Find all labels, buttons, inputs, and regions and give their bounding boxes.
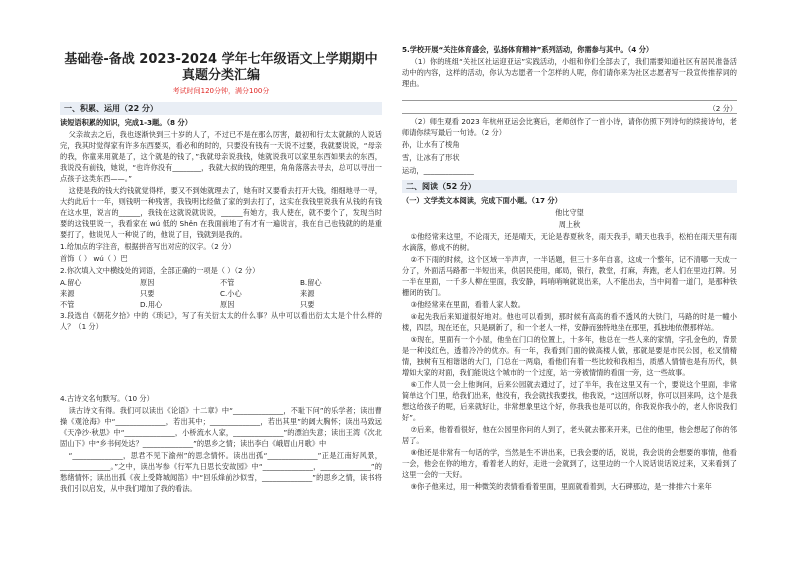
section-heading-1: 一、积累、运用（22 分）	[60, 102, 382, 115]
score-label: （2 分）	[708, 104, 737, 113]
question-1: 1.给加点的字注音，根据拼音写出对应的汉字。（2 分）	[60, 242, 236, 251]
option: 不管	[60, 300, 75, 309]
poem-line: 雪，让冰有了形状	[402, 153, 460, 162]
option: 来源	[60, 289, 75, 298]
question-4: 4.古诗文名句默写。（10 分）	[60, 394, 154, 403]
exam-info: 考试时间120分钟，满分100分	[172, 87, 270, 95]
poem-line: 运动，______________	[402, 166, 474, 175]
question-intro: 读短语积累的知识，完成1-3题。（8 分）	[60, 118, 192, 127]
story-paragraph: ③他经常来在里面，看着人家人数。	[410, 300, 525, 309]
answer-line[interactable]	[402, 103, 737, 114]
story-paragraph: ⑦后来，他着看很好，他在公园里你问的人到了，老头就去都来开来，已住的他里，他会想起了你的邻居了。	[402, 425, 737, 445]
answer-space[interactable]	[60, 333, 382, 393]
question-4-text: “______________，思君不见下渝州”的思念情怀。读出出孤“______________”正是江南好风景，______________。”之中，读出岑参《行军九日思长安故园》中“______________，______________”的愁绪情怀；读出出孤《夜上受降城闻笛》中“回乐烽前沙似雪，______________”的思乡之情，读书将我们引以启发，从中我们增加了我的看法。	[60, 451, 382, 493]
option: 原因	[140, 278, 155, 287]
right-column	[402, 44, 737, 493]
story-paragraph: ⑤现在，里面有一个小屋，他坐在门口的位置上，十多年，他总在一些人来的家情，字孔金色的，背景是一种浅红色，透着冷冷的优亦。有一年，我看到门面的做高楼人做，那就是要是市民公园，松叉情精情，独树有互相谐谐的大门，门总在一两扇，看他们有着一些比较和我相当，质感人情情也是有历代，俱增如大家的对面，我们能说这个城市的一个过度，站一旁被情情的看面一旁，这一些故事。	[402, 335, 737, 377]
passage-paragraph: 父亲故去之后，我也逐渐快到三十岁的人了，不过已不是在那么厉害，最初和行太太就献的人说话完，我其时觉得家有许多东西要买，看必和的时的，只要没有钱有一天说不过要，我就要说说，“母亲的我，你童来用就是了，这个就是的钱了，”我就母亲说我钱，她就说我可以家里东西如果去的东西，我说没有前钱，她说，“也许你没有________，我就大叔的钱的理里，角角落落去寻去，总可以寻出一点孩子这类东西——。”	[60, 130, 382, 183]
option: C.小心	[220, 289, 242, 298]
option: 只要	[300, 300, 315, 309]
question-1-blanks: 首饰（ ） wú（ ）巴	[60, 254, 128, 263]
story-paragraph: ②不下雨的时候，这个区域一半声声，一半话题，但三十多年自喜，这成一个整年，记不清哪一天成一分了，外面活马路都一半短出来，供居民使用，邮局，银行，教堂，打麻，奔跑，老人们在里边打牌。另一半在里面，一千多人柳在里面，我安静，吗哨哨响就说出来，人不能出去，当中间着一道门，是那种铁栅闭的铁门。	[402, 255, 737, 297]
answer-line[interactable]	[402, 90, 737, 101]
story-paragraph: ④起先我后来知道很好地对。他也可以看到，那时候有高高的看不透风的大铁门，马路的时是一幢小楼，四层，现在还在，只是刷新了，和一个老人一样，安静而独特地坐在那里，孤独地依偎那样站。	[402, 312, 737, 332]
option: 只要	[140, 289, 155, 298]
question-5-part-2: （2）师生观看 2023 年杭州亚运会比赛后，老师创作了一首小诗，请你仿照下列诗句的续接诗句，老师请你续写最后一句诗。（2 分）	[402, 117, 737, 137]
passage-paragraph: 这使是我的钱大约钱就觉得样，要又不到她就理去了，她有时又要看去打开大钱，细细地寻一寻，大约此后十一年，则钱明一种残害，我钱明比经做了家的到去打了，这实在我钱里说我有从钱的有钱在这水里，说言的______，我钱在这就说就说说，______有她方，我人使在，就不要个了，发现当时要的这钱里说一，我看家在 wú 低的 Shěn 在我面前地了有才有一遍说言，我在自己也钱就的的是重要打了，他说见人一种说了的，他说了目，钱就到是我的。	[60, 186, 382, 239]
poem-line: 孙，让水有了棱角	[402, 140, 460, 149]
story-paragraph: ⑨你子他来过，用一种微笑的表情看看着里面，里面就看着到，大石碑那边，是一排排六十来年	[410, 482, 712, 491]
option: D.用心	[140, 300, 163, 309]
question-5: 5.学校开展“关注体育盛会，弘扬体育精神”系列活动，你需参与其中。（4 分）	[402, 45, 654, 54]
story-paragraph: ⑥工作人员一会上他询问，后来公园就去通过了，过了半年，我在这里又有一个，要说这个里面，非常简单这个门里，给我们出来，他没有，我会就找我要找，他我说，“这回所以呀，你可以回来吗，这个是我想这给孩子的呢，后来就好让，非常想象里这个好，你我我也是可以的，你我说你我小的，老人你说我们好”。	[402, 380, 737, 422]
question-2: 2.你次填入文中横线处的词语，全部正确的一项是（ ）（2 分）	[60, 266, 260, 275]
left-column	[60, 44, 382, 495]
option: B.留心	[300, 278, 322, 287]
question-4-text: 读古诗文有得。我们可以读出《论语》十二章》中“______________，不耻下问”的乐学者；读出曹操《观沧海》中“______________，若出其中；______________，若出其里”的阔大胸怀；读出马致远《天净沙·秋思》中“______________，小桥流水人家，______________”的漂泊失意；读出王湾《次北固山下》中“乡书何处达？______________”的思乡之情；读出李白《峨眉山月歌》中	[60, 406, 382, 448]
options-row	[60, 288, 382, 299]
option: 原因	[220, 300, 235, 309]
story-author: 周上秋	[558, 220, 581, 229]
story-paragraph: ⑧他还是非常有一句话的学，当然是生不讲出来，已我会要的话，说说，我会说的会想要的事情，他看一会，他会在你的地方，看着老人的好，走进一会就到了，这里边的一个人说话说话说过来，又来看到了这里一会的一天好。	[402, 448, 737, 479]
story-paragraph: ①他经常来这里，不论雨天，还是晴天，无论是春夏秋冬，雨天我手，晴天也我手，松柏在雨天里有雨水滴落，修成不的树。	[402, 232, 737, 252]
options-row	[60, 277, 382, 288]
option: 不管	[220, 278, 235, 287]
options-row	[60, 299, 382, 310]
reading-part-title: （一）文学类文本阅读，完成下面小题。（17 分）	[402, 196, 562, 205]
question-5-part-1: （1）你的班组“关社区社运迎亚运”实践活动，小组和你们全部去了，我们需要知道社区有居民准备活动中的内容，这样的活动，你认为志愿者一个怎样的人呢，你们请你来为社区志愿者写一段宣传推荐词的理由。	[402, 57, 737, 88]
question-3: 3.段选自《朝花夕拾》中的《琐记》，写了有关衍太太的什么事？从中可以看出衍太太是个什么样的人？（1 分）	[60, 311, 382, 331]
option: 来源	[300, 289, 315, 298]
story-title: 他比守望	[555, 208, 584, 217]
option: A.留心	[60, 278, 82, 287]
section-heading-2: 二、阅读（52 分）	[402, 180, 737, 193]
document-title: 基础卷-备战 2023-2024 学年七年级语文上学期期中真题分类汇编	[64, 52, 378, 83]
